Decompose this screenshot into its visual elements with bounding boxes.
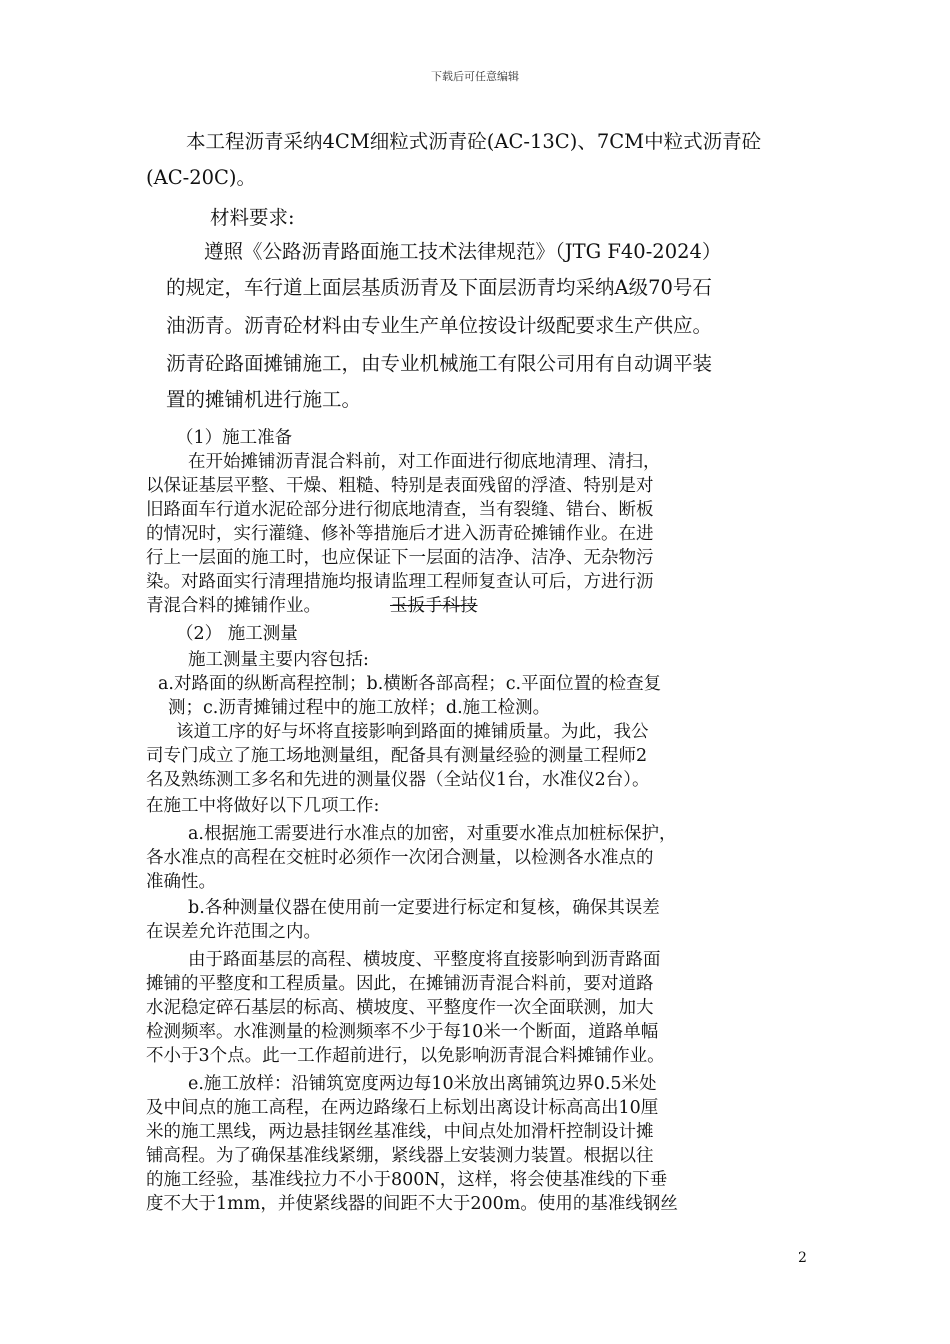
paragraph-line: 摊铺的平整度和工程质量。因此，在摊铺沥青混合料前，要对道路 bbox=[146, 974, 654, 994]
paragraph-line: 该道工序的好与坏将直接影响到路面的摊铺质量。为此，我公 bbox=[176, 722, 649, 742]
paragraph-line: a.根据施工需要进行水准点的加密，对重要水准点加桩标保护， bbox=[188, 824, 677, 844]
paragraph-line: 在误差允许范围之内。 bbox=[146, 922, 321, 942]
paragraph-line: 铺高程。为了确保基准线紧绷，紧线器上安装测力装置。根据以往 bbox=[146, 1146, 654, 1166]
paragraph-line: 的规定，车行道上面层基质沥青及下面层沥青均采纳A级70号石 bbox=[166, 276, 712, 299]
paragraph-line: 施工测量主要内容包括: bbox=[188, 650, 369, 670]
paragraph-line: 在开始摊铺沥青混合料前，对工作面进行彻底地清理、清扫， bbox=[188, 452, 661, 472]
section-heading-prep: （1）施工准备 bbox=[176, 428, 293, 448]
paragraph-line: 染。对路面实行清理措施均报请监理工程师复查认可后，方进行沥 bbox=[146, 572, 654, 592]
paragraph-line: 的施工经验，基准线拉力不小于800N，这样，将会使基准线的下垂 bbox=[146, 1170, 668, 1190]
paragraph-line: 材料要求: bbox=[210, 206, 295, 229]
paragraph-line: a.对路面的纵断高程控制；b.横断各部高程；c.平面位置的检查复 bbox=[158, 674, 662, 694]
paragraph-line: 行上一层面的施工时，也应保证下一层面的洁净、洁净、无杂物污 bbox=[146, 548, 654, 568]
paragraph-line: 沥青砼路面摊铺施工，由专业机械施工有限公司用有自动调平装 bbox=[166, 352, 713, 375]
paragraph-line: 遵照《公路沥青路面施工技术法律规范》（JTG F40-2024） bbox=[204, 240, 722, 263]
paragraph-line: 由于路面基层的高程、横坡度、平整度将直接影响到沥青路面 bbox=[188, 950, 661, 970]
paragraph-line: e.施工放样：沿铺筑宽度两边每10米放出离铺筑边界0.5米处 bbox=[188, 1074, 657, 1094]
page-header: 下载后可任意编辑 bbox=[431, 70, 519, 83]
paragraph-line: 米的施工黑线，两边悬挂钢丝基准线，中间点处加滑杆控制设计摊 bbox=[146, 1122, 654, 1142]
paragraph-line: 本工程沥青采纳4CM细粒式沥青砼(AC-13C)、7CM中粒式沥青砼 bbox=[186, 130, 762, 153]
paragraph-line: 及中间点的施工高程，在两边路缘石上标划出离设计标高高出10厘 bbox=[146, 1098, 659, 1118]
paragraph-line: 准确性。 bbox=[146, 872, 216, 892]
paragraph-line: 水泥稳定碎石基层的标高、横坡度、平整度作一次全面联测，加大 bbox=[146, 998, 654, 1018]
paragraph-line: 青混合料的摊铺作业。 bbox=[146, 596, 321, 616]
page-number: 2 bbox=[798, 1250, 807, 1266]
paragraph-line: 置的摊铺机进行施工。 bbox=[166, 388, 362, 411]
paragraph-line: 的情况时，实行灌缝、修补等措施后才进入沥青砼摊铺作业。在进 bbox=[146, 524, 654, 544]
paragraph-line: 在施工中将做好以下几项工作: bbox=[146, 796, 380, 816]
paragraph-line: 司专门成立了施工场地测量组，配备具有测量经验的测量工程师2 bbox=[146, 746, 648, 766]
paragraph-line: 测；c.沥青摊铺过程中的施工放样；d.施工检测。 bbox=[168, 698, 551, 718]
paragraph-line: b.各种测量仪器在使用前一定要进行标定和复核，确保其误差 bbox=[188, 898, 660, 918]
paragraph-line: 以保证基层平整、干燥、粗糙、特别是表面残留的浮渣、特别是对 bbox=[146, 476, 654, 496]
section-heading-survey: （2） 施工测量 bbox=[176, 624, 298, 644]
paragraph-line: 旧路面车行道水泥砼部分进行彻底地清查，当有裂缝、错台、断板 bbox=[146, 500, 654, 520]
paragraph-line: 油沥青。沥青砼材料由专业生产单位按设计级配要求生产供应。 bbox=[166, 314, 713, 337]
strikethrough-text: 玉扳手科技 bbox=[390, 596, 478, 616]
paragraph-line: 度不大于1mm，并使紧线器的间距不大于200m。使用的基准线钢丝 bbox=[146, 1194, 678, 1214]
paragraph-line: 名及熟练测工多名和先进的测量仪器（全站仪1台，水准仪2台）。 bbox=[146, 770, 650, 790]
paragraph-line: 不小于3个点。此一工作超前进行，以免影响沥青混合料摊铺作业。 bbox=[146, 1046, 665, 1066]
paragraph-line: 检测频率。水准测量的检测频率不少于每10米一个断面，道路单幅 bbox=[146, 1022, 659, 1042]
paragraph-line: 各水准点的高程在交桩时必须作一次闭合测量，以检测各水准点的 bbox=[146, 848, 654, 868]
paragraph-line: (AC-20C)。 bbox=[146, 166, 257, 189]
